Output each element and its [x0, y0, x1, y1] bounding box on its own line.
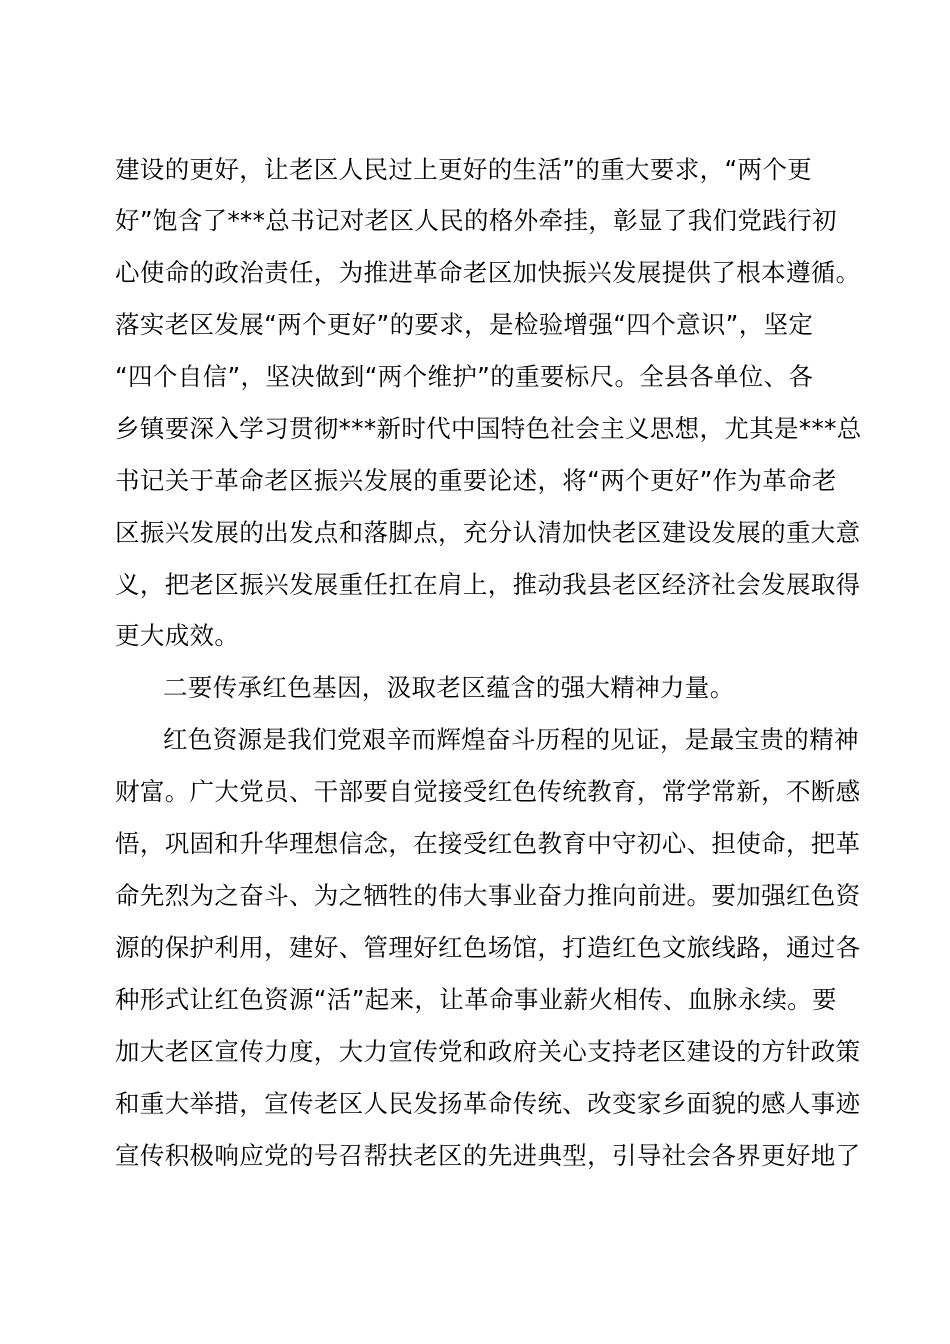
text-line: 落实老区发展“两个更好”的要求，是检验增强“四个意识”，坚定	[115, 310, 814, 339]
text-line: 和重大举措，宣传老区人民发扬革命传统、改变家乡面貌的感人事迹	[115, 1089, 861, 1118]
text-line: 心使命的政治责任，为推进革命老区加快振兴发展提供了根本遵循。	[115, 258, 861, 287]
text-line: 宣传积极响应党的号召帮扶老区的先进典型，引导社会各界更好地了	[115, 1141, 861, 1170]
text-line: 乡镇要深入学习贯彻***新时代中国特色社会主义思想，尤其是***总	[115, 414, 862, 443]
text-line: 种形式让红色资源“活”起来，让革命事业薪火相传、血脉永续。要	[115, 985, 837, 1014]
text-line: 好”饱含了***总书记对老区人民的格外牵挂，彰显了我们党践行初	[115, 206, 837, 235]
text-line: 加大老区宣传力度，大力宣传党和政府关心支持老区建设的方针政策	[115, 1037, 861, 1066]
text-line: 建设的更好，让老区人民过上更好的生活”的重大要求，“两个更	[115, 155, 813, 184]
text-line: “四个自信”，坚决做到“两个维护”的重要标尺。全县各单位、各	[115, 362, 814, 391]
text-line: 悟，巩固和升华理想信念，在接受红色教育中守初心、担使命，把革	[115, 829, 861, 858]
text-line: 区振兴发展的出发点和落脚点，充分认清加快老区建设发展的重大意	[115, 518, 861, 547]
paragraph-first-line: 红色资源是我们党艰辛而辉煌奋斗历程的见证，是最宝贵的精神	[163, 725, 859, 754]
text-line: 义，把老区振兴发展重任扛在肩上，推动我县老区经济社会发展取得	[115, 570, 861, 599]
text-line: 书记关于革命老区振兴发展的重要论述，将“两个更好”作为革命老	[115, 466, 837, 495]
text-line: 更大成效。	[115, 621, 240, 650]
text-line: 源的保护利用，建好、管理好红色场馆，打造红色文旅线路，通过各	[115, 933, 861, 962]
text-line: 命先烈为之奋斗、为之牺牲的伟大事业奋力推向前进。要加强红色资	[115, 881, 861, 910]
text-line: 财富。广大党员、干部要自觉接受红色传统教育，常学常新，不断感	[115, 777, 861, 806]
section-heading: 二要传承红色基因，汲取老区蕴含的强大精神力量。	[163, 673, 735, 702]
